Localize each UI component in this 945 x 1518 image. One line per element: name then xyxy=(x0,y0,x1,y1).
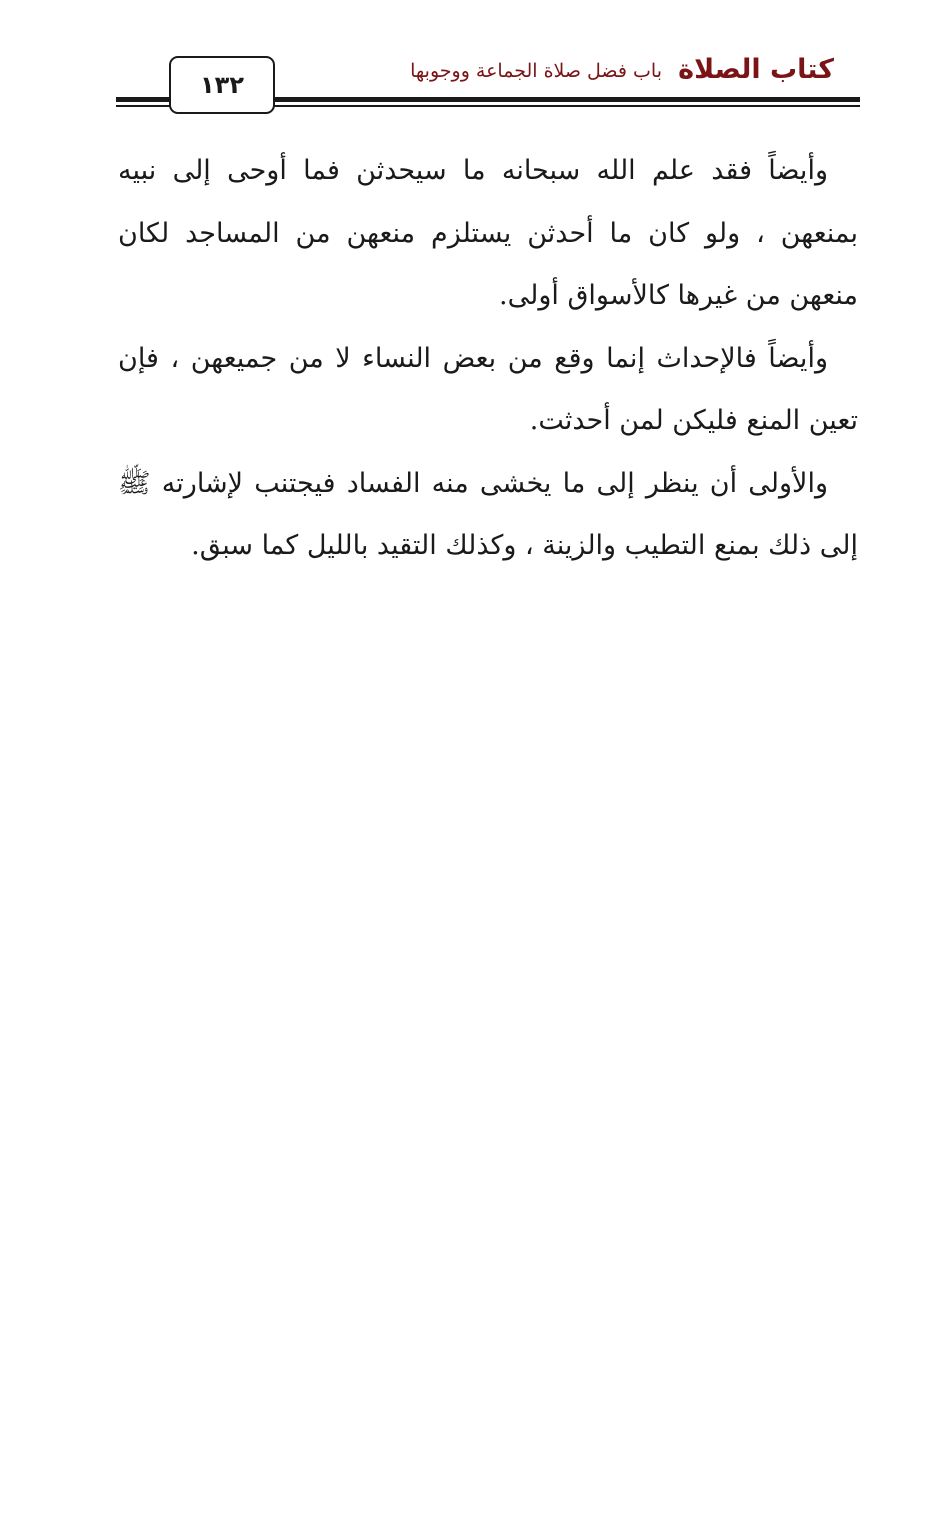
paragraph: وأيضاً فالإحداث إنما وقع من بعض النساء لا من جميعهن ، فإن تعين المنع فليكن لمن أحدثت. xyxy=(118,342,858,436)
paragraph: وأيضاً فقد علم الله سبحانه ما سيحدثن فما أوحى إلى نبيه بمنعهن ، ولو كان ما أحدثن يستلزم منعهن من المساجد لكان منعهن من غيرها كالأسواق أولى. xyxy=(118,155,858,311)
page-header xyxy=(116,52,860,116)
paragraph: والأولى أن ينظر إلى ما يخشى منه الفساد فيجتنب لإشارته ﷺ إلى ذلك بمنع التطيب والزينة ، وكذلك التقيد بالليل كما سبق. xyxy=(118,467,858,561)
chapter-title: باب فضل صلاة الجماعة ووجوبها xyxy=(410,60,662,82)
page-body xyxy=(118,140,858,578)
page-number: ١٣٢ xyxy=(169,56,275,114)
book-title: كتاب الصلاة xyxy=(678,54,834,85)
